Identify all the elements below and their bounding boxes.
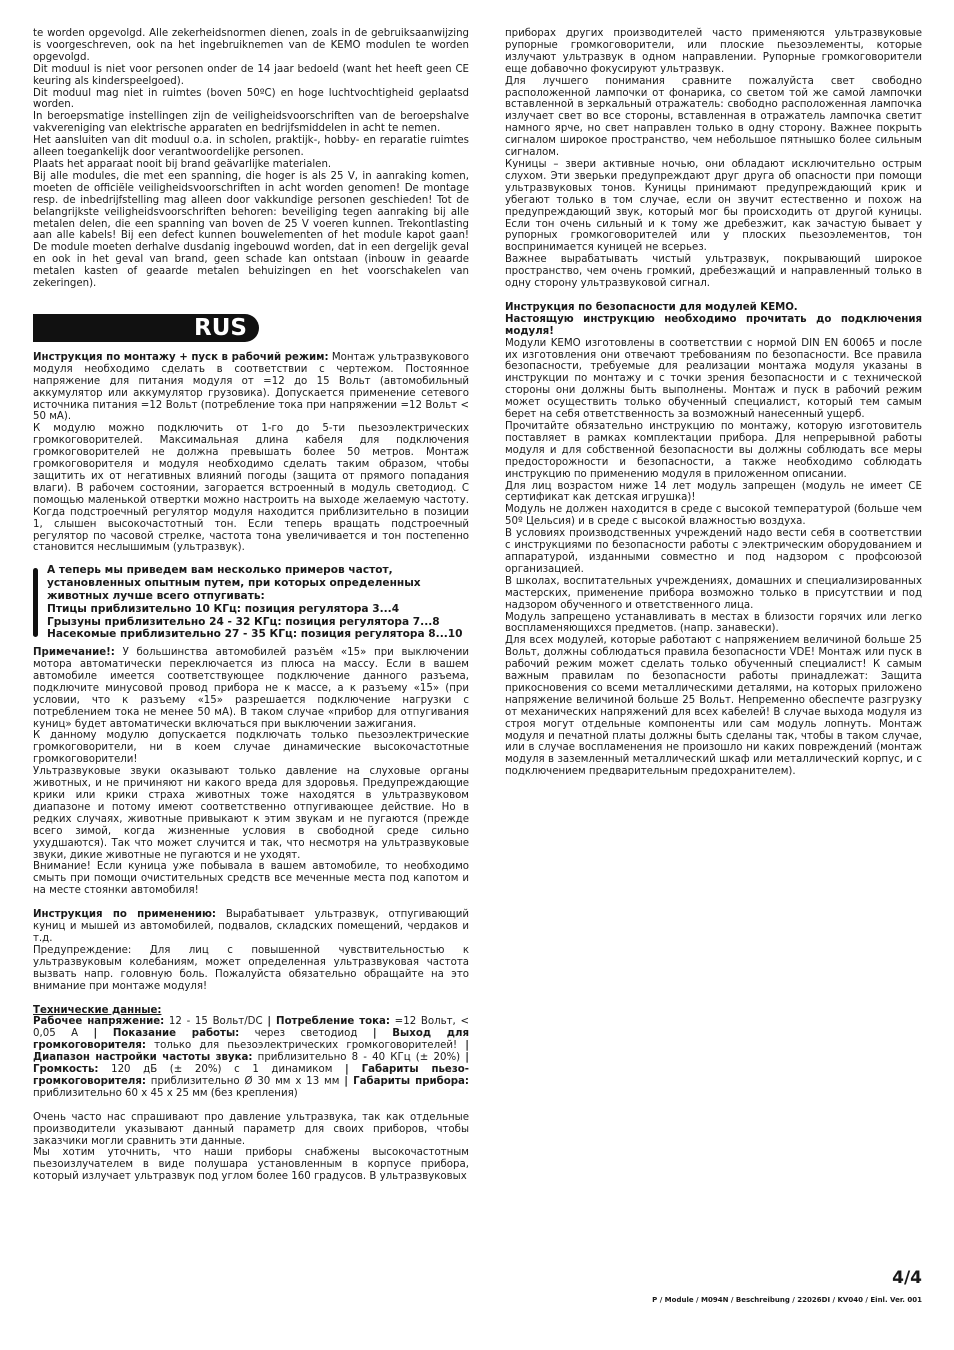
use-paragraph: Предупреждение: Для лиц с повышенной чувствительностью к ультразвуковым колебаниям, может определенная ультразвуковая частота вызвать напр. головную боль. Пожалуйста обязательно обращайте на это внимание при монтаже модуля! [33,944,469,992]
tech-value: через светодиод [239,1028,373,1040]
right-column [505,28,922,778]
note-text: У большинства автомобилей разъём «15» при выключении мотора автоматически переключается из плюса на массу. Если в вашем автомобиле имеется соответствующее подключение данного разъема, подключите минусовой провод прибора не к массе, а к разъему «15» (при условии, что к разъему «15» разрешается подключение нагрузки с потреблением тока не менее 50 мА). В таком случае «прибор для отпугивания куниц» будет автоматически включаться при выключении зажигания. [33,647,469,730]
install-paragraph: К модулю можно подключить от 1-го до 5-ти пьезоэлектрических громкоговорителей. Максимальная длина кабеля для подключения громкоговорителей не должна превышать более 50 метров. Монтаж громкоговорителя и модуля необходимо сделать таким образом, чтобы защитить их от негативных влияний погоды (защита от прямого попадания влаги). В рабочем состоянии, загорается встроенный в модуль светодиод. С помощью маленькой отвертки можно настроить на выходе желаемую частоту. Когда подстроечный регулятор модуля находится приблизительно в позиции 1, слышен высокочастотный тон. Если теперь вращать подстроечный регулятор по часовой стрелке, частота тона увеличивается и тон постепенно становится неслышимым (ультразвук). [33,423,469,554]
nl-paragraph: te worden opgevolgd. Alle zekerheidsnormen dienen, zoals in de gebruiksaanwijzing is voorgeschreven, ook na het ingebruiknemen van de KEMO modulen te worden opgevolgd. [33,28,469,63]
frequency-examples-callout [33,564,469,641]
nl-paragraph: Dit moduul mag niet in ruimtes (boven 50ºC) en hoge luchtvochtigheid geplaatsd worden. [33,87,469,111]
tech-value: приблизительно 60 x 45 x 25 мм (без крепления) [33,1087,298,1099]
comparison-paragraph: приборах других производителей часто применяются ультразвуковые рупорные громкоговорители, или плоские пьезоэлементы, которые излучают ультразвук в одном направлении. Рупорные громкоговорители еще добавочно фокусируют ультразвук. [505,28,922,75]
tech-key: | Потребление тока: [267,1016,390,1028]
safety-subtitle: Настоящую инструкцию необходимо прочитать до подключения модуля! [505,313,922,337]
tech-key: | Диапазон настройки частоты звука: [33,1040,469,1064]
comparison-paragraph: Куницы – звери активные ночью, они обладают исключительно острым слухом. Эти зверьки предупреждают друг друга об опасности при помощи ультразвуковых тонов. Куницы принимают предупреждающий крик и убегают только в том случае, если он звучит естественно и похож на предупреждающий звук, который мог бы происходить от другой куницы. Если тон очень сильный и к тому же дребезжит, как зачастую бывает у рупорных громкоговорителей или у плоских пьезоэлементов, тон воспринимается куницей не всерьез. [505,158,922,254]
safety-title: Инструкция по безопасности для модулей KEMO. [505,301,798,313]
tech-key: Рабочее напряжение: [33,1016,165,1028]
tech-specs [33,1016,469,1099]
use-title: Инструкция по применению: [33,909,216,921]
tech-value: только для пьезоэлектрических громкоговорителей! [145,1040,466,1052]
install-paragraph [33,352,469,423]
note-paragraph: Внимание! Если куница уже побывала в вашем автомобиле, то необходимо смыть при помощи очистительных средств все меченные места под капотом и на месте стоянки автомобиля! [33,861,469,897]
left-column [33,28,469,1183]
nl-paragraph: In beroepsmatige instellingen zijn de veiligheidsvoorschriften van de beroepshalve vakvereniging van elektrische apparaten en bedrijfsmiddelen in acht te nemen. [33,111,469,135]
safety-paragraph: Модуль не должен находится в среде с высокой температурой (больше чем 50º Цельсия) и в среде с высокой влажностью воздуха. [505,504,922,528]
safety-paragraph: В условиях производственных учреждений надо вести себя в соответствии с инструкциями по безопасности работы с электрическим оборудованием и аппаратурой, изданными совместно и под надзором с профсоюзой организацией. [505,528,922,575]
tech-value: =12 Вольт, < 0,05 А [33,1016,469,1040]
safety-paragraph: Для лиц возрастом ниже 14 лет модуль запрещен (модуль не имеет CE сертификат как детская игрушка)! [505,480,922,504]
safety-paragraph: Для всех модулей, которые работают с напряжением величиной больше 25 Вольт, должны соблюдаться правила безопасности VDE! Монтаж или пуск в рабочий режим может сделать только обученный специалист! К самым важным правилам по безопасности работы принадлежат: Защита прикосновения со всеми металлическими деталями, на которых приложено напряжение величиной больше 25 Вольт. Непременно обеспечте разгрузку от механических напряжений для всех кабелей! В случае выхода модуля из строя могут отдельные компоненты или сам модуль лопнуть. Монтаж модуля и печатной платы должны быть сделаны так, чтобы в таком случае, или в случае воспламенения не произошло ни каких повреждений (монтаж модуля в заземленный металлический шкаф или металлический корпус, и с подключением предварительным предохранителем). [505,635,922,778]
use-paragraph [33,909,469,945]
pressure-paragraph: Мы хотим уточнить, что наши приборы снабжены высокочастотным пьезоизлучателем в виде полушара установленным в корпусе прибора, который излучает ультразвук под углом более 160 градусов. В ультразвуковых [33,1147,469,1183]
tech-key: | Габариты пьезо-громкоговорителя: [33,1064,469,1087]
comparison-paragraph: Для лучшего понимания сравните пожалуйста свет свободно расположенной лампочки от фонарика, со светом той же самой лампочки вставленной в зеркальный отражатель: свободно расположенная лампочка излучает свет во все стороны, вставленная в отражатель лампочка светит намного ярче, но свет направлен только в одну сторону. Важнее покрыть сигналом широкое пространство, чем небольшое пятнышко более сильным сигналом. [505,75,922,159]
language-section-header [33,314,259,342]
language-label: RUS [194,314,247,341]
callout-birds: Птицы приблизительно 10 КГц: позиция регулятора 3...4 [47,602,400,615]
tech-value: 120 дБ (± 20%) с 1 динамиком [98,1064,345,1076]
tech-value: приблизительно Ø 30 мм x 13 мм [145,1075,345,1087]
document-footer: P / Module / M094N / Beschreibung / 22026DI / KV040 / Einl. Ver. 001 [652,1296,922,1304]
tech-key: | Габариты прибора: [344,1075,470,1087]
safety-paragraph: В школах, воспитательных учреждениях, домашних и специализированных мастерских, применение прибора возможно только в присутствии и под надзором обученного и ответственного лица. [505,575,922,611]
note-paragraph: Ультразвуковые звуки оказывают только давление на слуховые органы животных, и не причиняют ни какого вреда для здоровья. Предупреждающие крики или крики страха животных тоже находятся в ультразвуковом диапазоне и потому имеют соответственно отпугивающее действие. Но в редких случаях, животные привыкают к этим звукам и не пугаются (прежде всего зимой, когда жизненные условия в свободной среде сильно ухудшаются). Так что может случится и так, что несмотря на ультразвуковые звуки, дикие животные не пугаются и не уходят. [33,766,469,861]
tech-key: | Выход для громкоговорителя: [33,1028,469,1052]
note-paragraph [33,647,469,730]
tech-key: | Громкость: [33,1052,469,1076]
safety-paragraph: Модуль запрещено устанавливать в местах в близости горячих или легко воспламеняющихся предметов. (напр. занавески). [505,611,922,635]
install-title: Инструкция по монтажу + пуск в рабочий режим: [33,351,329,363]
safety-paragraph: Прочитайте обязательно инструкцию по монтажу, которую изготовитель поставляет в рамках комплектации прибора. Для непрерывной работы модуля и для собственной безопасности вы должны соблюдать все меры предосторожности и безопасности, а также необходимо соблюдать инструкцию по применению модуля в приложенном описании. [505,421,922,480]
comparison-paragraph: Важнее вырабатывать чистый ультразвук, покрывающий широкое пространство, чем очень громкий, дребезжащий и направленный только в одну сторону ультразвуковой сигнал. [505,254,922,290]
tech-value: 12 - 15 Вольт/DC [164,1016,268,1028]
nl-paragraph: Plaats het apparaat nooit bij brand geävarlijke materialen. [33,158,332,170]
note-paragraph: К данному модулю допускается подключать только пьезоэлектрические громкоговорители, ни в коем случае динамические высокочастотные громкоговорители! [33,730,469,766]
page-number: 4/4 [892,1268,922,1288]
install-text: Монтаж ультразвукового модуля необходимо сделать в соответствии с чертежом. Постоянное напряжение для питания модуля от =12 до 15 Вольт (автомобильный аккумулятор или аккумулятор грузовика). Допускается применение сетевого источника питания =12 Вольт (потребление тока при напряжении =12 Вольт < 50 мА). [33,351,469,423]
use-text: Вырабатывает ультразвук, отпугивающий куниц и мышей из автомобилей, подвалов, складских помещений, чердаков и т.д. [33,909,470,944]
tech-key: | Показание работы: [93,1028,240,1040]
nl-paragraph: Dit moduul is niet voor personen onder de 14 jaar bedoeld (want het heeft geen CE keuring als kinderspeelgoed). [33,63,469,87]
pressure-paragraph: Очень часто нас спрашивают про давление ультразвука, так как отдельные производители указывают данный параметр для своих приборов, чтобы заказчики могли сравнить эти данные. [33,1111,469,1147]
safety-paragraph: Модули KEMO изготовлены в соответствии с нормой DIN EN 60065 и после их изготовления они отвечают требованиям по безопасности. Все правила безопасности, требуемые для реализации монтажа модуля указаны в инструкции по монтажу и с точки зрения безопасности и с технической стороны они должны быть выполнены. Монтаж и пуск в рабочий режим может осуществить только обученный специалист, который тем самым берет на себя ответственность за возможный нанесенный ущерб. [505,337,922,421]
nl-paragraph: Bij alle modules, die met een spanning, die hoger is als 25 V, in aanraking komen, moeten de officiële veiligheidsvoorschriften in acht worden genomen! De montage resp. de inbedrijfstelling mag alleen door vakkundige personen geschieden! Tot de belangrijkste veiligheidsvoorschriften behoren: beveiliging tegen aanraking bij alle metalen delen, die een spanning van boven de 25 V voeren kunnen. Trekontlasting aan alle kabels! Bij een defect kunnen bouwelementen of het module kapot gaan! De module moeten derhalve dusdanig ingebouwd worden, dat in een dergelijk geval en ook in het geval van brand, geen schade kan ontstaan (inbouw in geaarde metalen kasten of geaarde metalen behuizingen en het voorschakelen van zekeringen). [33,170,469,290]
nl-paragraph: Het aansluiten van dit moduul o.a. in scholen, praktijk-, hobby- en reparatie ruimtes alleen toegankelijk door verantwoordelijke personen. [33,135,469,159]
note-title: Примечание!: [33,647,115,659]
callout-rodents: Грызуны приблизительно 24 - 32 КГц: позиция регулятора 7...8 [47,615,440,628]
callout-intro: А теперь мы приведем вам несколько примеров частот, установленных опытным путем, при которых определенных животных лучше всего отпугивать: [47,564,421,602]
tech-value: приблизительно 8 - 40 КГц (± 20%) [252,1052,466,1064]
tech-title: Технические данные: [33,1004,162,1016]
callout-insects: Насекомые приблизительно 27 - 35 КГц: позиция регулятора 8...10 [47,628,463,641]
